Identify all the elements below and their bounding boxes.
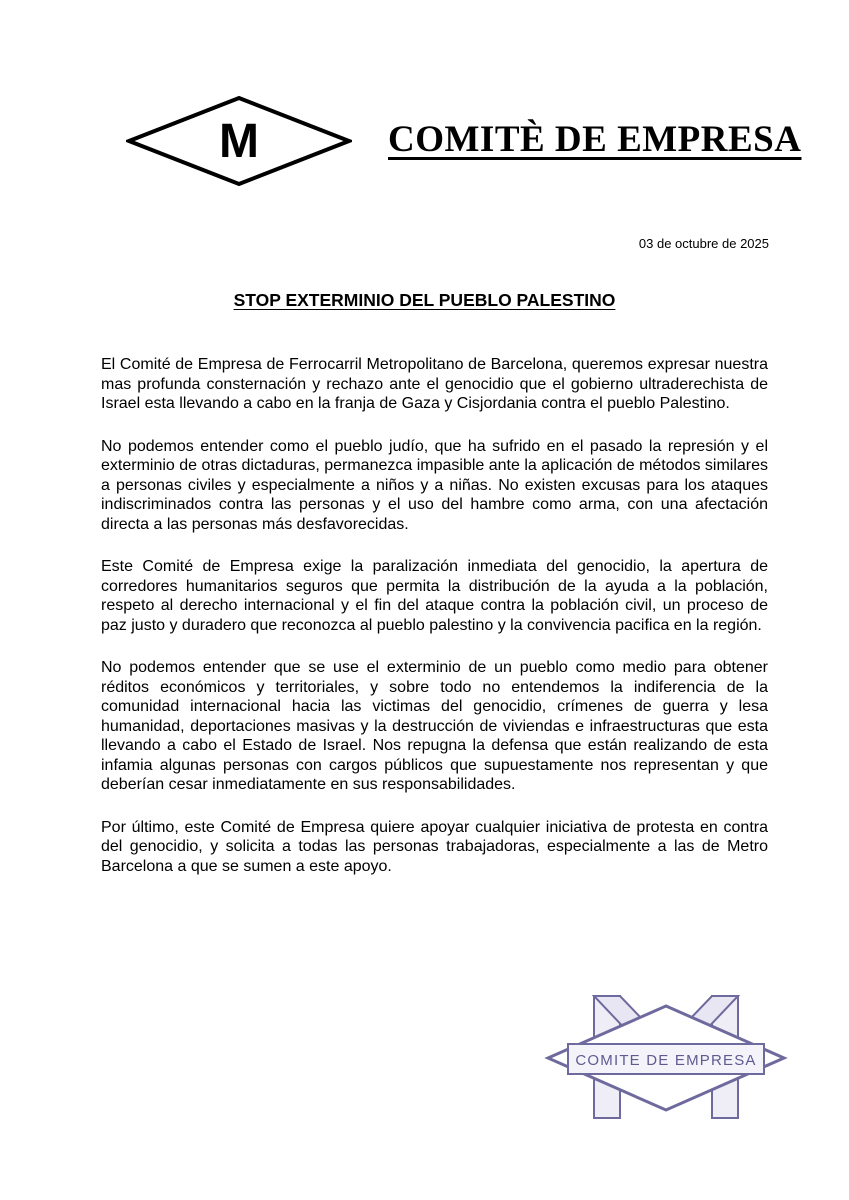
logo-letter: M [219, 115, 259, 168]
paragraph: No podemos entender que se use el exterminio de un pueblo como medio para obtener réditos económicos y territoriales, y sobre todo no entendemos la indiferencia de la comunidad internacional hacia las victimas del genocidio, crímenes de guerra y lesa humanidad, deportaciones masivas y la destrucción de viviendas e infraestructuras que esta llevando a cabo el Estado de Israel. Nos repugna la defensa que están realizando de esta infamia algunas personas con cargos públicos que supuestamente nos representan y que deberían cesar inmediatamente en sus responsabilidades. [101, 659, 768, 793]
paragraph: El Comité de Empresa de Ferrocarril Metropolitano de Barcelona, queremos expresar nuestra mas profunda consternación y rechazo ante el genocidio que el gobierno ultraderechista de Israel esta llevando a cabo en la franja de Gaza y Cisjordania contra el pueblo Palestino. [101, 356, 768, 412]
comite-stamp-icon [542, 992, 788, 1122]
document-date: 03 de octubre de 2025 [638, 236, 769, 251]
paragraph: No podemos entender como el pueblo judío, que ha sufrido en el pasado la represión y el exterminio de otras dictaduras, permanezca impasible ante la aplicación de métodos similares a personas civiles y especialmente a niños y a niñas. No existen excusas para los ataques indiscriminados contra las personas y el uso del hambre como arma, con una afectación directa a las personas más desfavorecidas. [101, 437, 768, 533]
body-text [101, 355, 768, 899]
paragraph: Este Comité de Empresa exige la paralización inmediata del genocidio, la apertura de corredores humanitarios seguros que permita la distribución de la ayuda a la población, respeto al derecho internacional y el fin del ataque contra la población civil, un proceso de paz justo y duradero que reconozca al pueblo palestino y la convivencia pacifica en la región. [101, 558, 768, 634]
stamp-text: COMITE DE EMPRESA [575, 1052, 757, 1069]
header-title: COMITÈ DE EMPRESA [388, 119, 802, 160]
document-title: STOP EXTERMINIO DEL PUEBLO PALESTINO [233, 290, 616, 310]
metro-logo-icon [126, 95, 352, 187]
paragraph: Por último, este Comité de Empresa quiere apoyar cualquier iniciativa de protesta en contra del genocidio, y solicita a todas las personas trabajadoras, especialmente a las de Metro Barcelona a que se sumen a este apoyo. [101, 818, 768, 875]
